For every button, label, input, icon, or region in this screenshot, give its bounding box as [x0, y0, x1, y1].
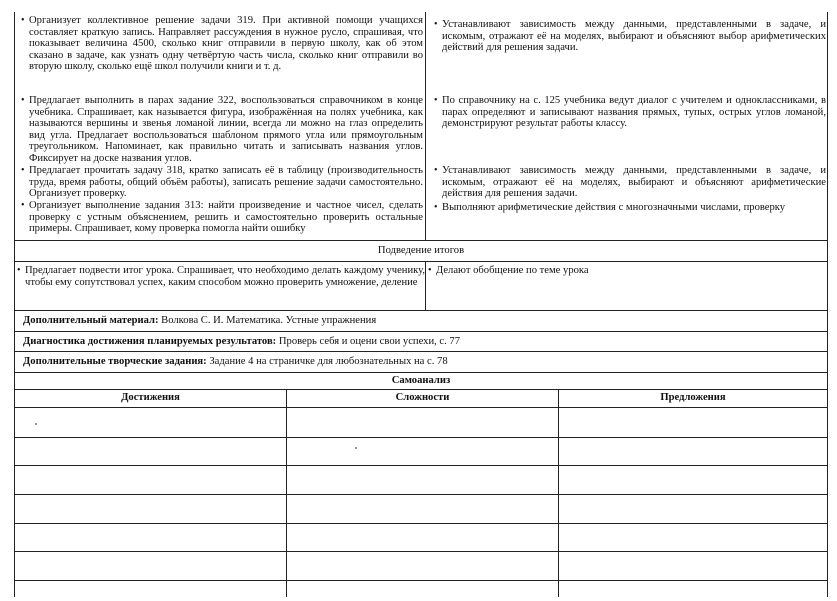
row-divider [15, 407, 827, 408]
extra-material-label: Дополнительный материал: [23, 315, 159, 326]
row-divider [15, 465, 827, 466]
activities-block [15, 12, 827, 241]
creative-tasks-value: Задание 4 на страничке для любознательных на с. 78 [206, 356, 448, 367]
bullet-icon: • [434, 19, 438, 30]
teacher-activities-column [15, 12, 426, 240]
diagnostics-value: Проверь себя и оцени свои успехи, с. 77 [276, 336, 461, 347]
column-header-achievements: Достижения [121, 392, 180, 403]
diagnostics-row [15, 332, 827, 352]
row-divider [15, 494, 827, 495]
row-divider [15, 551, 827, 552]
column-header-suggestions: Предложения [660, 392, 726, 403]
bullet-icon: • [21, 200, 25, 211]
teacher-activity-text: Организует выполнение задания 313: найти произведение и частное чисел, сделать проверку с устным объяснением, решить и самостоятельно проверить остальные примеры. Спрашивает, кому проверка помогла найти ошибку [29, 200, 423, 235]
column-header-difficulties: Сложности [395, 392, 450, 403]
teacher-activity-item [19, 15, 423, 73]
summary-row [15, 262, 827, 311]
self-analysis-title: Самоанализ [15, 373, 827, 390]
extra-material-value: Волкова С. И. Математика. Устные упражнения [158, 315, 377, 326]
teacher-activity-text: Предлагает выполнить в парах задание 322, воспользоваться справочником в конце учебника. Спрашивает, как называется фигура, изображённая на полях учебника, как называются вершины и звенья ломаной линии, всегда ли можно на глаз определить вид угла. Предлагает воспользоваться шаблоном прямого угла или прямоугольным треугольником. Напоминает, как правильно читать и записывать названия углов. Фиксирует на доске названия углов. [29, 95, 423, 164]
student-activity-item [432, 95, 826, 130]
bullet-icon: • [434, 202, 438, 213]
bullet-icon: • [428, 265, 432, 276]
bullet-icon: • [434, 95, 438, 106]
creative-tasks-row [15, 352, 827, 373]
student-activity-text: По справочнику на с. 125 учебника ведут диалог с учителем и одноклассниками, в парах определяют и записывают названия прямых, тупых, острых углов ломаной, демонстрируют результат работы классу. [442, 95, 826, 130]
summary-teacher-text: Предлагает подвести итог урока. Спрашивает, что необходимо делать каждому ученику, чтобы ему сопутствовал успех, каким способом можно проверить умножение, деление [25, 265, 425, 288]
teacher-activity-text: Организует коллективное решение задачи 319. При активной помощи учащихся составляет краткую запись. Направляет рассуждения в нужное русло, спрашивая, что показывает величина 4500, сколько книг отправили в первую школу, как об этом сказано в задаче, как узнать одну четвёртую часть числа, сколько книг отправили во вторую школу, сколько ещё школ получили книги и т. д. [29, 15, 423, 73]
summary-student-text: Делают обобщение по теме урока [436, 265, 589, 276]
row-divider [15, 437, 827, 438]
extra-material-row [15, 311, 827, 332]
scan-speck [355, 447, 357, 449]
teacher-activity-item [19, 165, 423, 200]
self-analysis-table [15, 390, 827, 597]
bullet-icon: • [17, 265, 21, 276]
row-divider [15, 580, 827, 581]
student-activity-item [432, 19, 826, 54]
bullet-icon: • [21, 95, 25, 106]
summary-student-item [426, 265, 589, 277]
diagnostics-label: Диагностика достижения планируемых результатов: [23, 336, 277, 347]
teacher-activity-item [19, 95, 423, 165]
teacher-activity-text: Предлагает прочитать задачу 318, кратко записать её в таблицу (производительность труда, время работы, общий объём работы), записать решение задачи самостоятельно. Организует проверку. [29, 165, 423, 200]
student-activities-column [426, 12, 827, 240]
student-activity-text: Устанавливают зависимость между данными, представленными в задаче, и искомым, отражают её на моделях, выбирают и объясняют арифметические действия для решения задачи. [442, 165, 826, 200]
bullet-icon: • [21, 15, 25, 26]
scan-speck [35, 423, 37, 425]
lesson-plan-page [14, 12, 828, 597]
bullet-icon: • [434, 165, 438, 176]
student-activity-text: Устанавливают зависимость между данными, представленными в задаче, и искомым, отражают её на моделях, выбирают и объясняют выбор арифметических действий для решения задачи. [442, 19, 826, 54]
student-activity-text: Выполняют арифметические действия с многозначными числами, проверку [442, 202, 786, 213]
bullet-icon: • [21, 165, 25, 176]
creative-tasks-label: Дополнительные творческие задания: [23, 356, 207, 367]
summary-teacher-cell [15, 262, 426, 310]
summary-student-cell [426, 262, 827, 310]
student-activity-item [432, 202, 826, 214]
student-activity-item [432, 165, 826, 200]
summary-section-title: Подведение итогов [15, 241, 827, 262]
row-divider [15, 523, 827, 524]
summary-teacher-item [15, 265, 425, 288]
teacher-activity-item [19, 200, 423, 235]
